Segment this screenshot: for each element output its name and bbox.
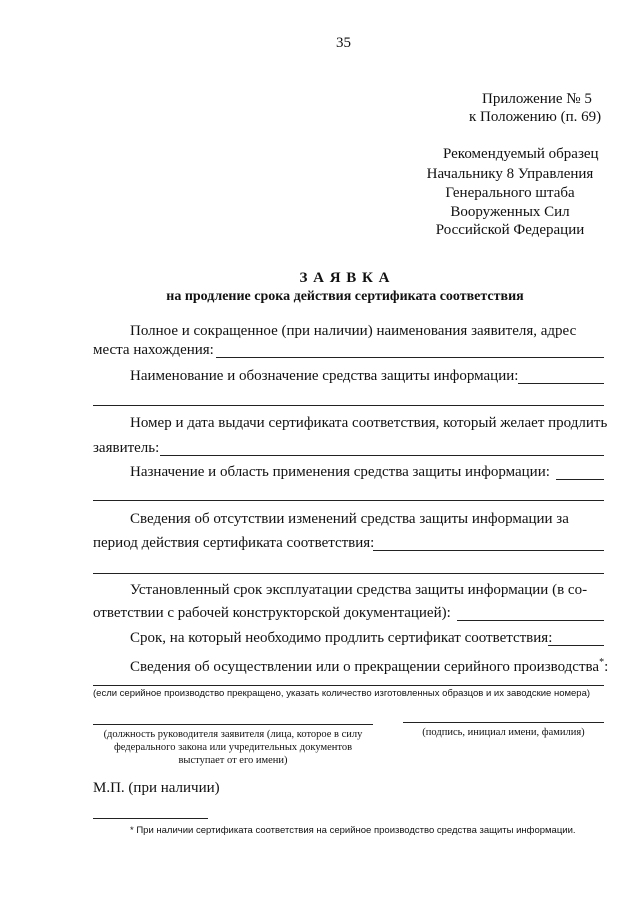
appendix-reference: к Положению (п. 69) — [469, 109, 602, 125]
footnote-text: * При наличии сертификата соответствия на серийное производство средства защиты информации. — [130, 825, 576, 836]
cert-number-input-line[interactable] — [160, 455, 604, 456]
document-title: З А Я В К А — [299, 270, 391, 286]
serial-production-text: Сведения об осуществлении или о прекращении серийного производства — [130, 659, 600, 675]
field-extension-term-label: Срок, на который необходимо продлить сертификат соответствия: — [130, 630, 553, 646]
position-caption-line-2: федерального закона или учредительных документов — [113, 742, 353, 753]
recommended-sample-label: Рекомендуемый образец — [443, 146, 599, 162]
applicant-name-input-line[interactable] — [216, 357, 604, 358]
purpose-input-line[interactable] — [556, 479, 604, 480]
addressee-line-3: Вооруженных Сил — [450, 204, 570, 220]
field-cert-applicant-label: заявитель: — [93, 440, 160, 456]
document-subtitle: на продление срока действия сертификата соответствия — [166, 289, 524, 304]
service-life-input-line[interactable] — [457, 620, 604, 621]
position-input-line[interactable] — [93, 724, 373, 725]
footnote-marker: * — [599, 657, 605, 668]
no-changes-input-line-2[interactable] — [93, 573, 604, 574]
appendix-number: Приложение № 5 — [482, 91, 592, 107]
no-changes-input-line[interactable] — [373, 550, 604, 551]
serial-production-colon: : — [604, 659, 609, 675]
addressee-line-4: Российской Федерации — [435, 222, 585, 238]
serial-production-input-line[interactable] — [93, 685, 604, 686]
stamp-label: М.П. (при наличии) — [93, 780, 220, 796]
field-no-changes-label: Сведения об отсутствии изменений средства защиты информации за — [130, 511, 569, 527]
addressee-line-2: Генерального штаба — [445, 185, 575, 201]
field-means-name-label: Наименование и обозначение средства защиты информации: — [130, 368, 519, 384]
extension-term-input-line[interactable] — [548, 645, 604, 646]
position-caption-line-3: выступает от его имени) — [178, 755, 288, 766]
field-serial-production-label — [130, 657, 608, 676]
signature-caption: (подпись, инициал имени, фамилия) — [422, 727, 585, 738]
field-service-life-label: Установленный срок эксплуатации средства защиты информации (в со- — [130, 582, 588, 598]
field-applicant-address-label: места нахождения: — [93, 342, 214, 358]
purpose-input-line-2[interactable] — [93, 500, 604, 501]
addressee-line-1: Начальнику 8 Управления — [426, 166, 594, 182]
field-no-changes-period-label: период действия сертификата соответствия: — [93, 535, 375, 551]
means-name-input-line-2[interactable] — [93, 405, 604, 406]
footnote-separator — [93, 818, 208, 819]
signature-input-line[interactable] — [403, 722, 604, 723]
field-cert-number-label: Номер и дата выдачи сертификата соответствия, который желает продлить — [130, 415, 608, 431]
page-number: 35 — [336, 35, 351, 51]
means-name-input-line[interactable] — [518, 383, 604, 384]
field-applicant-name-label: Полное и сокращенное (при наличии) наименования заявителя, адрес — [130, 323, 577, 339]
field-purpose-label: Назначение и область применения средства защиты информации: — [130, 464, 550, 480]
position-caption-line-1: (должность руководителя заявителя (лица, которое в силу — [103, 729, 363, 740]
serial-production-note: (если серийное производство прекращено, указать количество изготовленных образцов и их заводские номера) — [93, 688, 591, 699]
field-service-life-doc-label: ответствии с рабочей конструкторской документацией): — [93, 605, 451, 621]
